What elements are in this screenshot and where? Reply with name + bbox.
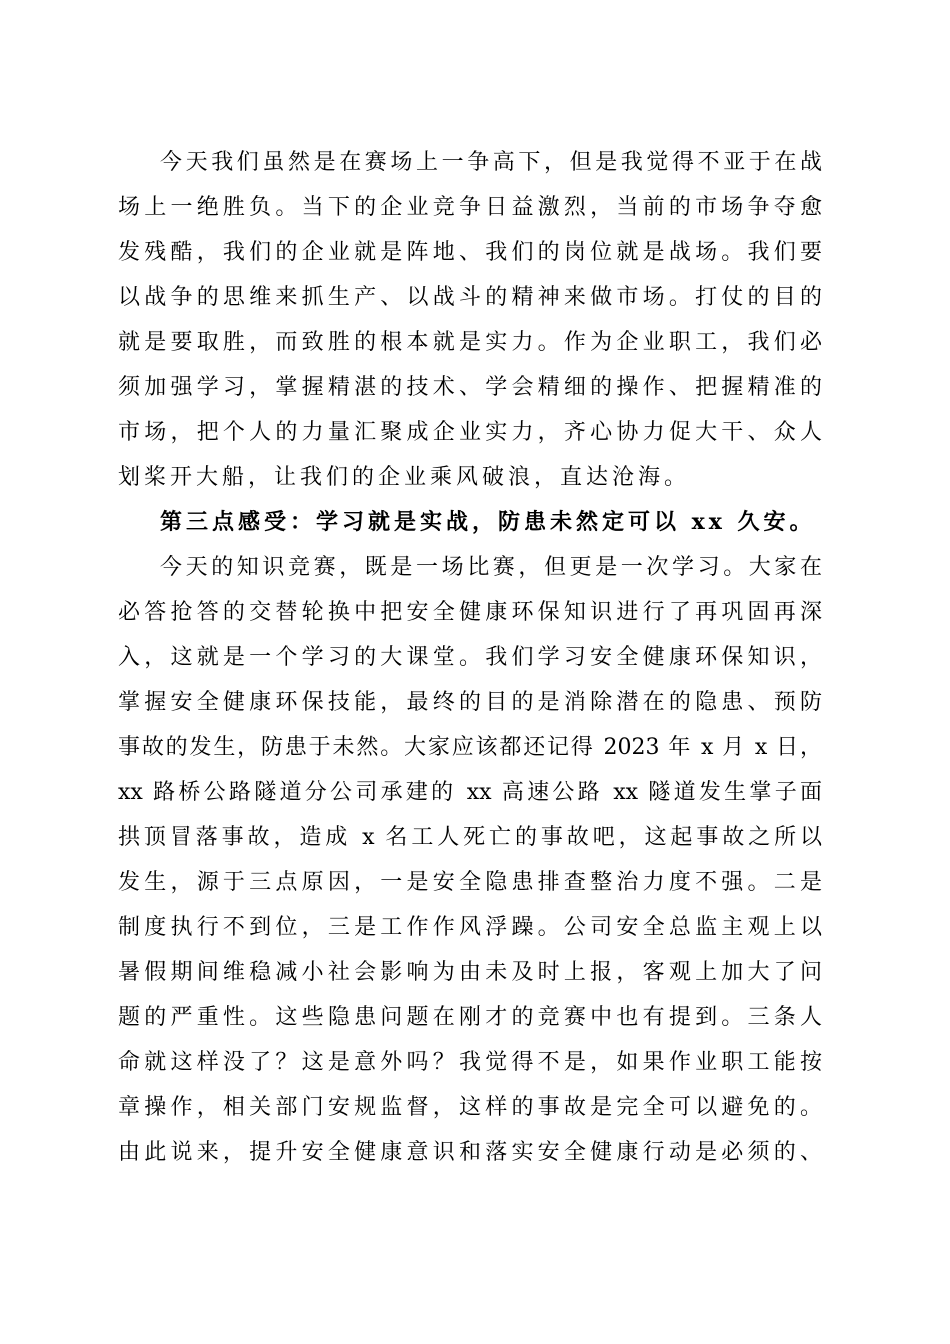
paragraph-line: 制度执行不到位，三是工作作风浮躁。公司安全总监主观上以: [118, 915, 822, 940]
paragraph-line: 划桨开大船，让我们的企业乘风破浪，直达沧海。: [118, 465, 691, 490]
paragraph-line: 由此说来，提升安全健康意识和落实安全健康行动是必须的、: [118, 1140, 822, 1165]
paragraph-line: 事故的发生，防患于未然。大家应该都还记得 2023 年 x 月 x 日，: [118, 735, 822, 760]
paragraph-line: 命就这样没了？这是意外吗？我觉得不是，如果作业职工能按: [118, 1050, 822, 1075]
paragraph-line: 场上一绝胜负。当下的企业竞争日益激烈，当前的市场争夺愈: [118, 195, 822, 220]
paragraph-line: 拱顶冒落事故，造成 x 名工人死亡的事故吧，这起事故之所以: [118, 825, 822, 850]
paragraph-2: [118, 545, 822, 1175]
paragraph-line: 发生，源于三点原因，一是安全隐患排查整治力度不强。二是: [118, 870, 822, 895]
paragraph-line: 市场，把个人的力量汇聚成企业实力，齐心协力促大干、众人: [118, 420, 822, 445]
paragraph-line: 须加强学习，掌握精湛的技术、学会精细的操作、把握精准的: [118, 375, 822, 400]
paragraph-line: 今天的知识竞赛，既是一场比赛，但更是一次学习。大家在: [160, 555, 822, 580]
paragraph-line: 暑假期间维稳减小社会影响为由未及时上报，客观上加大了问: [118, 960, 822, 985]
document-body: [118, 140, 822, 1175]
paragraph-line: 题的严重性。这些隐患问题在刚才的竞赛中也有提到。三条人: [118, 1005, 822, 1030]
section-heading: 第三点感受：学习就是实战，防患未然定可以 xx 久安。: [160, 509, 816, 535]
paragraph-line: xx 路桥公路隧道分公司承建的 xx 高速公路 xx 隧道发生掌子面: [118, 780, 822, 805]
paragraph-line: 掌握安全健康环保技能，最终的目的是消除潜在的隐患、预防: [118, 690, 822, 715]
paragraph-line: 就是要取胜，而致胜的根本就是实力。作为企业职工，我们必: [118, 330, 822, 355]
paragraph-line: 今天我们虽然是在赛场上一争高下，但是我觉得不亚于在战: [160, 150, 822, 175]
paragraph-line: 以战争的思维来抓生产、以战斗的精神来做市场。打仗的目的: [118, 285, 822, 310]
paragraph-line: 章操作，相关部门安规监督，这样的事故是完全可以避免的。: [118, 1095, 822, 1120]
paragraph-line: 发残酷，我们的企业就是阵地、我们的岗位就是战场。我们要: [118, 240, 822, 265]
paragraph-line: 必答抢答的交替轮换中把安全健康环保知识进行了再巩固再深: [118, 600, 822, 625]
paragraph-1: [118, 140, 822, 500]
paragraph-line: 入，这就是一个学习的大课堂。我们学习安全健康环保知识，: [118, 645, 822, 670]
